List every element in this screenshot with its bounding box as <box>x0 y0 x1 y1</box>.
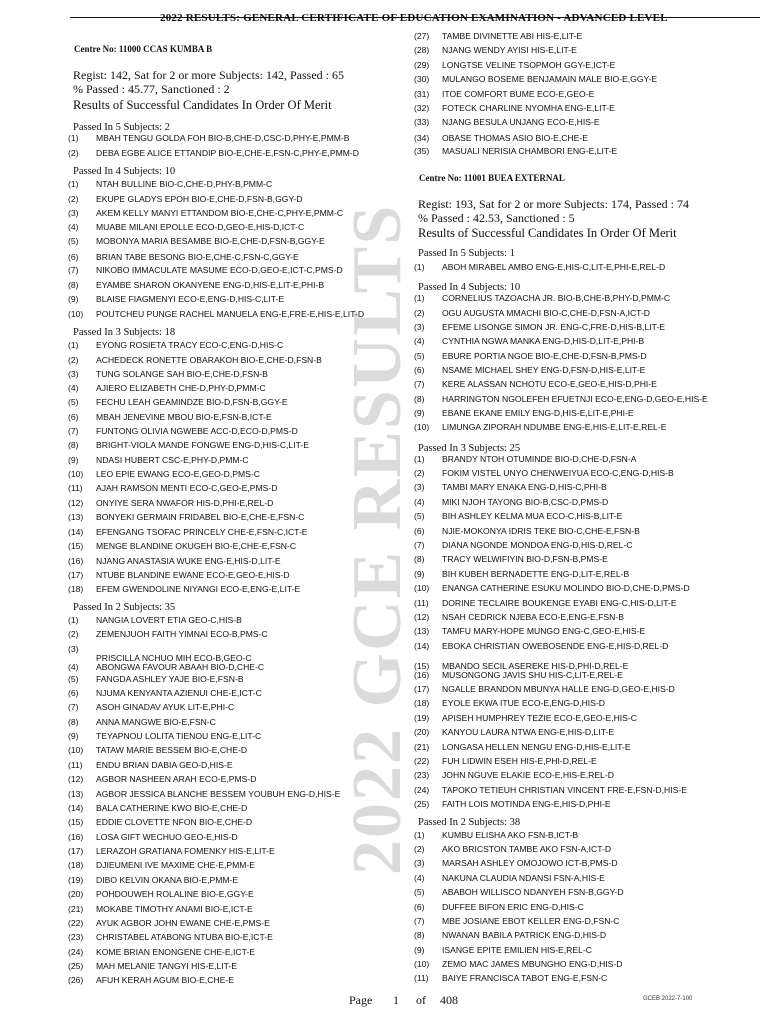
merit-heading: Results of Successful Candidates In Order Of Merit <box>418 226 677 240</box>
merit-heading: Results of Successful Candidates In Order Of Merit <box>73 98 332 112</box>
percent-stats: % Passed : 45.77, Sanctioned : 2 <box>73 82 230 96</box>
registration-stats: Regist: 193, Sat for 2 or more Subjects: 174, Passed : 74 <box>418 197 689 211</box>
group-heading: Passed In 3 Subjects: 25 <box>418 443 521 454</box>
page-label: Page <box>349 993 373 1007</box>
group-heading: Passed In 5 Subjects: 2 <box>73 122 170 133</box>
of-label: of <box>416 993 426 1007</box>
group-heading: Passed In 4 Subjects: 10 <box>73 166 176 177</box>
total-pages: 408 <box>440 993 458 1007</box>
group-heading: Passed In 3 Subjects: 18 <box>73 327 176 338</box>
watermark: 2022 GCE RESULTS <box>339 203 416 875</box>
footer-reference: GCEB 2022-7-100 <box>643 996 693 1002</box>
page-title: 2022 RESULTS: GENERAL CERTIFICATE OF EDUCATION EXAMINATION - ADVANCED LEVEL <box>160 12 668 24</box>
centre-label: Centre No: 11000 CCAS KUMBA B <box>74 44 213 54</box>
group-heading: Passed In 5 Subjects: 1 <box>418 248 515 259</box>
group-heading: Passed In 4 Subjects: 10 <box>418 282 521 293</box>
group-heading: Passed In 2 Subjects: 35 <box>73 602 176 613</box>
registration-stats: Regist: 142, Sat for 2 or more Subjects: 142, Passed : 65 <box>73 68 344 82</box>
centre-label: Centre No: 11001 BUEA EXTERNAL <box>419 173 565 183</box>
percent-stats: % Passed : 42.53, Sanctioned : 5 <box>418 211 575 225</box>
group-heading: Passed In 2 Subjects: 38 <box>418 817 521 828</box>
page-number: 1 <box>393 993 399 1007</box>
